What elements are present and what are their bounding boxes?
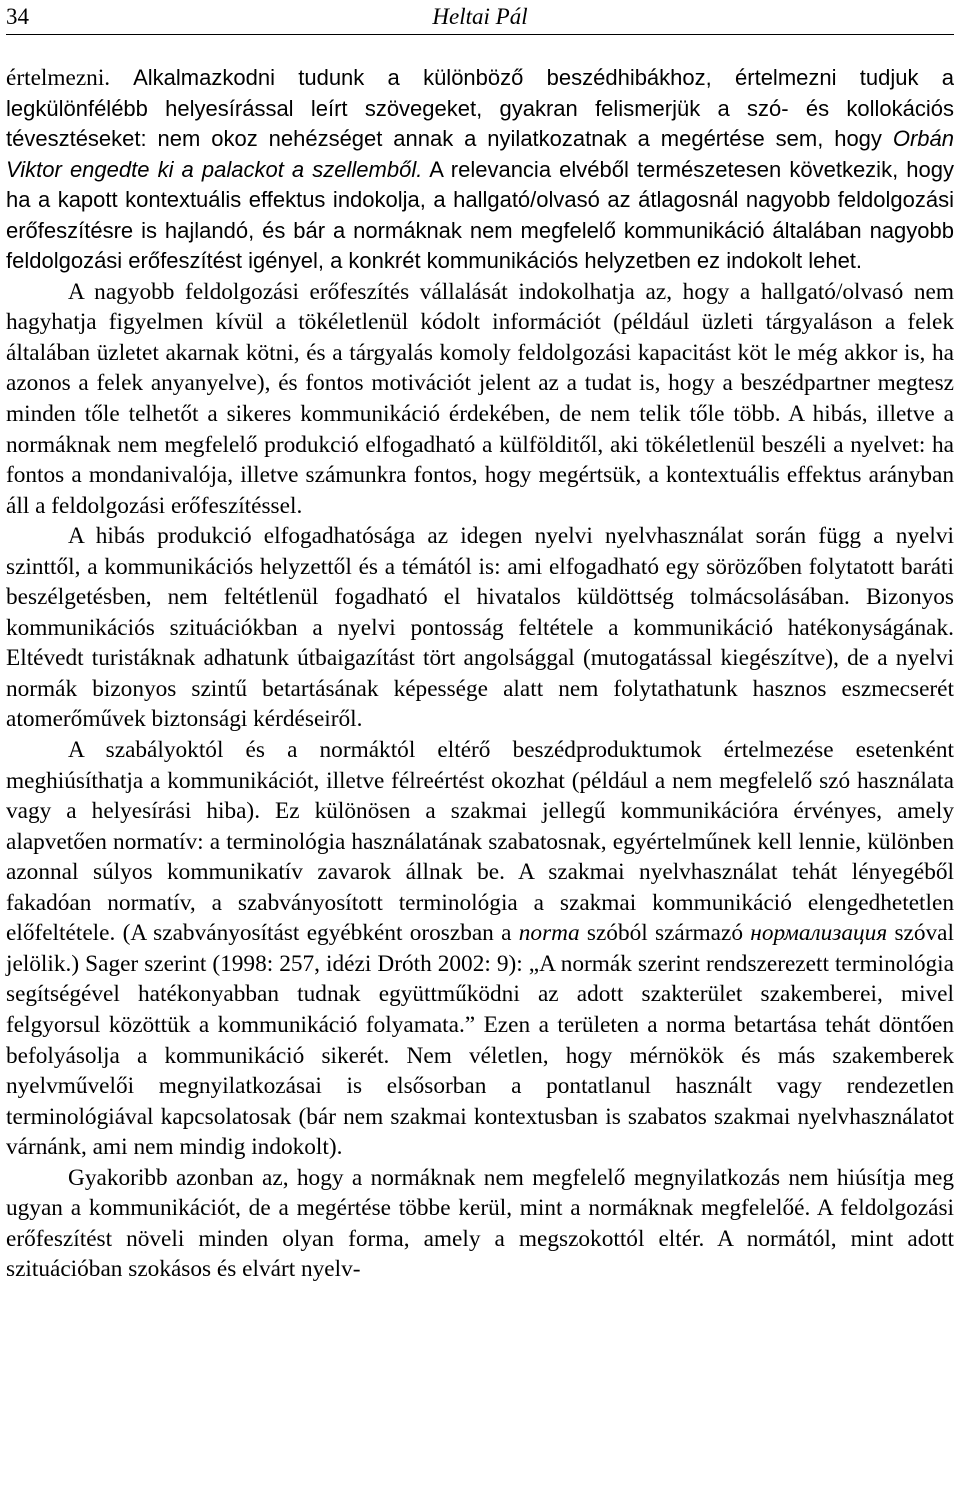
paragraph-4-text-3: szóval jelölik.) Sager szerint (1998: 257, idézi Dróth 2002: 9): „A normák szerint rendszerezett terminológia segítségével hatékonyabban tudnak együttműködni az adott szakterület szakemberei, mivel felgyorsul közöttük a kommunikáció folyamata.” Ezen a területen a norma betartása tehát döntően befolyásolja a kommunikáció sikerét. Nem véletlen, hogy mérnökök és más szakemberek nyelvművelői megnyilatkozásai is elsősorban a pontatlanul használt vagy rendezetlen terminológiával kapcsolatosak (bár nem szakmai kontextusban is szabatos szakmai nyelvhasználatot várnánk, ami nem mindig indokolt).	[6, 920, 954, 1161]
paragraph-2: A nagyobb feldolgozási erőfeszítés vállalását indokolhatja az, hogy a hallgató/olvasó nem hagyhatja figyelmen kívül a tökéletlenül kódolt információt (például üzleti tárgyaláson a felek általában üzletet akarnak kötni, és a tárgyalás komoly feldolgozási kapacitást köt le még akkor is, ha azonos a felek anyanyelve), és fontos motivációt jelent az a tudat is, hogy a beszédpartner megtesz minden tőle telhetőt a sikeres kommunikáció érdekében, de nem telik tőle több. A hibás, illetve a normáknak nem megfelelő produkció elfogadható a külfölditől, aki tökéletlenül beszéli a nyelvet: ha fontos a mondanivalója, illetve számunkra fontos, hogy megértsük, a kontextuális effektus arányban áll a feldolgozási erőfeszítéssel.	[6, 278, 954, 519]
paragraph-1-example-quote: Orbán Viktor engedte ki a palackot a szellemből.	[6, 126, 954, 182]
term-normalizaciya: нормализация	[750, 920, 888, 947]
page-header	[6, 0, 954, 35]
paragraph-1	[6, 63, 954, 277]
paragraph-3: A hibás produkció elfogadhatósága az idegen nyelvi nyelvhasználat során függ a nyelvi szinttől, a kommunikációs helyzettől és a témától is: ami elfogadható egy sörözőben folytatott baráti beszélgetésben, nem feltétlenül fogadható el hivatalos küldöttség tolmácsolásában. Bizonyos kommunikációs szituációkban a nyelvi pontosság feltétele a kommunikáció hatékonyságának. Eltévedt turistáknak adhatunk útbaigazítást tört angolsággal (mutogatással kiegészítve), de a nyelvi normák bizonyos szintű betartásának képessége alatt nem folytathatunk hasznos eszmecserét atomerőművek biztonsági kérdéseiről.	[6, 523, 954, 733]
page-number: 34	[6, 4, 29, 29]
paragraph-4	[6, 735, 954, 1163]
running-head: Heltai Pál	[432, 4, 528, 29]
paragraph-4-text-2: szóból származó	[579, 920, 751, 947]
term-norma: norma	[518, 920, 580, 947]
paragraph-1-sans-text-2: A relevancia elvéből természetesen következik, hogy ha a kapott kontextuális effektus indokolja, a hallgató/olvasó az átlagosnál nagyobb feldolgozási erőfeszítésre is hajlandó, és bár a normáknak nem megfelelő kommunikáció általában nagyobb feldolgozási erőfeszítést igényel, a konkrét kommunikációs helyzetben ez indokolt lehet.	[6, 156, 954, 274]
paragraph-4-text: A szabályoktól és a normáktól eltérő beszédproduktumok értelmezése esetenként meghiúsíthatja a kommunikációt, illetve félreértést okozhat (például a nem megfelelő szó használata vagy a helyesírási hiba). Ez különösen a szakmai jellegű kommunikációra érvényes, amely alapvetően normatív: a terminológia használatának szabatosnak, egyértelműnek kell lennie, különben azonnal súlyos kommunikatív zavarok állnak be. A szakmai nyelvhasználat tehát lényegéből fakadóan normatív, a szabványosított terminológia a szakmai kommunikáció elengedhetetlen előfeltétele. (A szabványosítást egyébként oroszban a	[6, 737, 954, 947]
body-text	[6, 63, 954, 1285]
paragraph-5: Gyakoribb azonban az, hogy a normáknak nem megfelelő megnyilatkozás nem hiúsítja meg ugyan a kommunikációt, de a megértése többe kerül, mint a normáknak megfelelőé. A feldolgozási erőfeszítést növeli minden olyan forma, amely a megszokottól eltér. A normától, mint adott szituációban szokásos és elvárt nyelv-	[6, 1164, 954, 1283]
paragraph-1-sans-text: Alkalmazkodni tudunk a különböző beszédhibákhoz, értelmezni tudjuk a legkülönfélébb helyesírással leírt szövegeket, gyakran felismerjük a szó- és kollokációs tévesztéseket: nem okoz nehézséget annak a nyilatkozatnak a megértése sem, hogy	[6, 65, 954, 152]
paragraph-1-lead: értelmezni.	[6, 65, 134, 91]
